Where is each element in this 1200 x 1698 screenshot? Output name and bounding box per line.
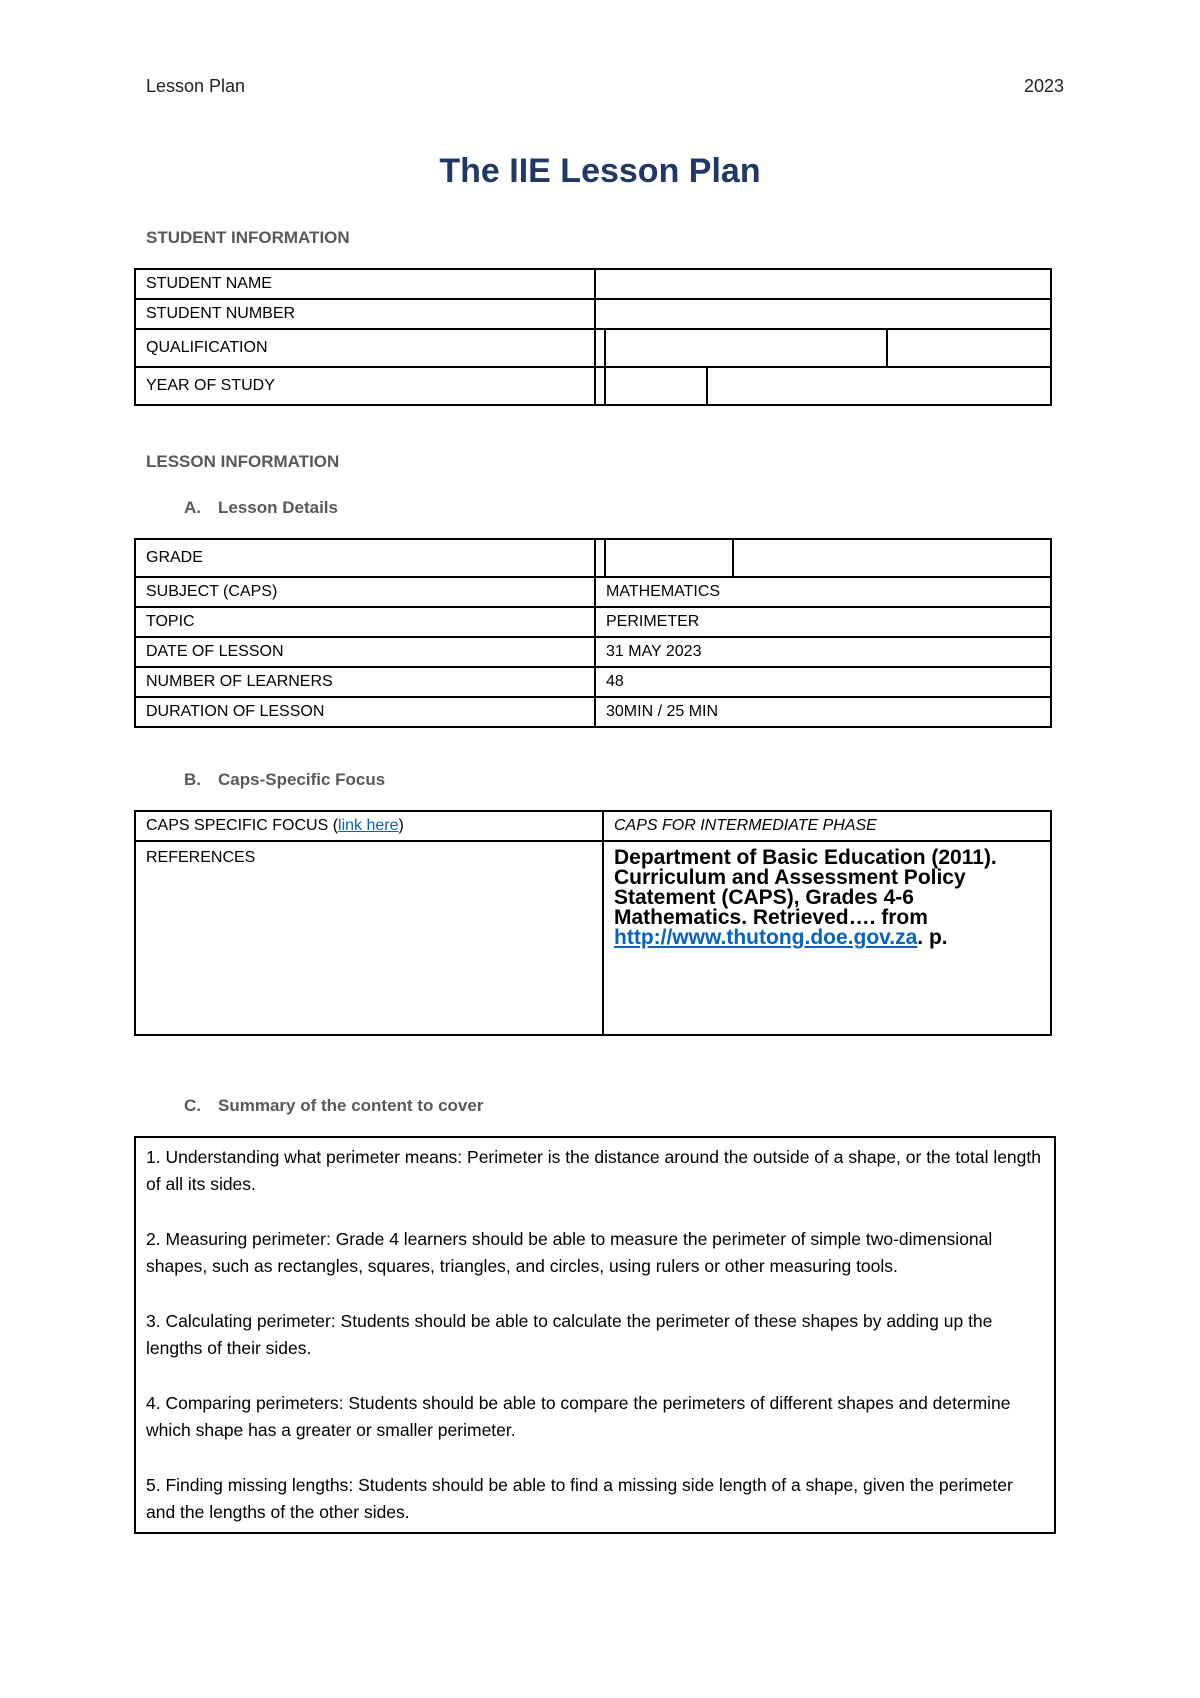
references-value[interactable] [603, 841, 1051, 1035]
reference-text: Department of Basic Education (2011). Curriculum and Assessment Policy Statement (CAPS), Grades 4-6 Mathematics. Retrieved…. from [614, 846, 997, 929]
summary-item-text: Calculating perimeter: Students should be able to calculate the perimeter of these shapes by adding up the lengths of their sides. [146, 1311, 993, 1358]
section-a-heading [184, 498, 338, 518]
duration-value[interactable]: 30MIN / 25 MIN [595, 697, 1051, 727]
summary-item-number: 2. [146, 1229, 161, 1249]
qualification-extra-cell[interactable] [888, 330, 1050, 366]
summary-item [146, 1226, 1044, 1280]
summary-item [146, 1390, 1044, 1444]
table-row [135, 539, 1051, 577]
topic-label: TOPIC [135, 607, 595, 637]
table-row [135, 697, 1051, 727]
qualification-label: QUALIFICATION [135, 329, 595, 367]
summary-item [146, 1144, 1044, 1198]
qualification-field[interactable] [595, 329, 1051, 367]
section-b-heading [184, 770, 385, 790]
topic-value[interactable]: PERIMETER [595, 607, 1051, 637]
page-title: The IIE Lesson Plan [439, 152, 761, 190]
student-info-heading: STUDENT INFORMATION [146, 228, 350, 247]
summary-item-number: 3. [146, 1311, 161, 1331]
table-row [135, 841, 1051, 1035]
grade-value-cell[interactable] [606, 540, 734, 576]
duration-label: DURATION OF LESSON [135, 697, 595, 727]
caps-focus-table [134, 810, 1052, 1036]
summary-item-text: Finding missing lengths: Students should be able to find a missing side length of a shape, given the perimeter and the lengths of the other sides. [146, 1475, 1013, 1522]
section-b-letter: B. [184, 770, 201, 789]
summary-item [146, 1308, 1044, 1362]
student-number-label: STUDENT NUMBER [135, 299, 595, 329]
section-a-title: Lesson Details [218, 498, 338, 517]
grade-label: GRADE [135, 539, 595, 577]
section-a-letter: A. [184, 498, 201, 517]
caps-focus-value[interactable]: CAPS FOR INTERMEDIATE PHASE [603, 811, 1051, 841]
summary-item-text: Comparing perimeters: Students should be able to compare the perimeters of different shapes and determine which shape has a greater or smaller perimeter. [146, 1393, 1011, 1440]
number-of-learners-label: NUMBER OF LEARNERS [135, 667, 595, 697]
year-of-study-value-cell[interactable] [606, 368, 708, 404]
year-of-study-extra-cell[interactable] [708, 368, 1050, 404]
summary-item [146, 1472, 1044, 1526]
year-of-study-label: YEAR OF STUDY [135, 367, 595, 405]
table-row [135, 607, 1051, 637]
section-b-title: Caps-Specific Focus [218, 770, 386, 789]
grade-field[interactable] [595, 539, 1051, 577]
section-c-letter: C. [184, 1096, 201, 1115]
subject-label: SUBJECT (CAPS) [135, 577, 595, 607]
references-label: REFERENCES [135, 841, 603, 1035]
table-row [135, 329, 1051, 367]
caps-focus-link[interactable]: link here [338, 817, 399, 834]
student-number-field[interactable] [595, 299, 1051, 329]
reference-suffix: . p. [917, 926, 948, 949]
summary-box[interactable] [134, 1136, 1056, 1534]
table-row [135, 577, 1051, 607]
caps-focus-label-suffix: ) [398, 817, 404, 834]
date-of-lesson-label: DATE OF LESSON [135, 637, 595, 667]
qualification-value-cell[interactable] [606, 330, 888, 366]
section-c-heading [184, 1096, 483, 1116]
student-name-field[interactable] [595, 269, 1051, 299]
section-c-title: Summary of the content to cover [218, 1096, 484, 1115]
grade-extra-cell[interactable] [734, 540, 1050, 576]
lesson-info-heading: LESSON INFORMATION [146, 452, 340, 471]
header-year: 2023 [1023, 76, 1064, 96]
table-row [135, 637, 1051, 667]
caps-focus-label-prefix: CAPS SPECIFIC FOCUS ( [146, 817, 339, 834]
summary-item-number: 1. [146, 1147, 161, 1167]
number-of-learners-value[interactable]: 48 [595, 667, 1051, 697]
table-row [135, 811, 1051, 841]
summary-item-text: Understanding what perimeter means: Perimeter is the distance around the outside of a shape, or the total length of all its sides. [146, 1147, 1041, 1194]
summary-item-text: Measuring perimeter: Grade 4 learners should be able to measure the perimeter of simple two-dimensional shapes, such as rectangles, squares, triangles, and circles, using rulers or other measuring tools. [146, 1229, 993, 1276]
table-row [135, 367, 1051, 405]
table-row [135, 269, 1051, 299]
subject-value[interactable]: MATHEMATICS [595, 577, 1051, 607]
student-name-label: STUDENT NAME [135, 269, 595, 299]
caps-focus-label [135, 811, 603, 841]
date-of-lesson-value[interactable]: 31 MAY 2023 [595, 637, 1051, 667]
summary-item-number: 4. [146, 1393, 161, 1413]
student-info-table [134, 268, 1052, 406]
lesson-details-table [134, 538, 1052, 728]
header-left: Lesson Plan [146, 76, 246, 96]
year-of-study-field[interactable] [595, 367, 1051, 405]
reference-link[interactable]: http://www.thutong.doe.gov.za [614, 926, 918, 949]
summary-item-number: 5. [146, 1475, 161, 1495]
table-row [135, 299, 1051, 329]
table-row [135, 667, 1051, 697]
